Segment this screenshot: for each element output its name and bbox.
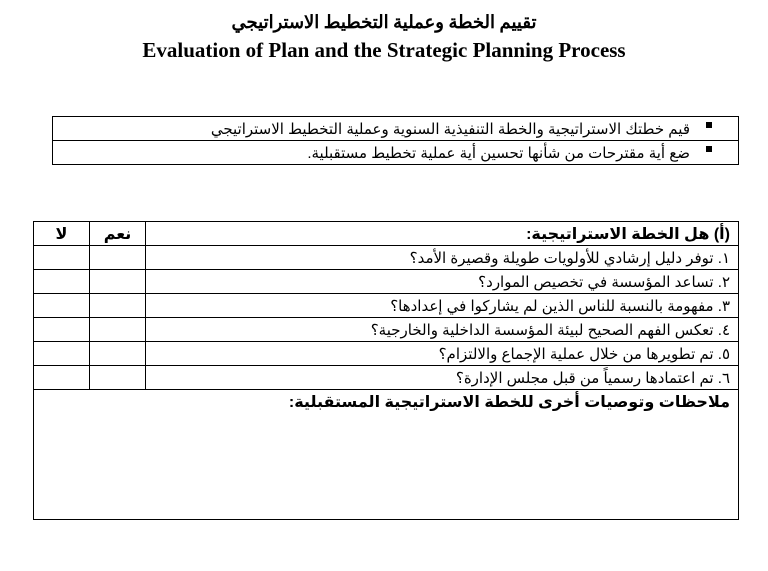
no-answer-cell[interactable] — [34, 318, 90, 342]
yes-answer-cell[interactable] — [90, 294, 146, 318]
notes-row — [34, 390, 739, 520]
evaluation-header-row — [34, 222, 739, 246]
question-row — [34, 294, 739, 318]
no-answer-cell[interactable] — [34, 294, 90, 318]
question-row — [34, 246, 739, 270]
question-row — [34, 318, 739, 342]
yes-answer-cell[interactable] — [90, 246, 146, 270]
question-text: ٤. تعكس الفهم الصحيح لبيئة المؤسسة الداخلية والخارجية؟ — [146, 318, 739, 342]
question-row — [34, 366, 739, 390]
instruction-text: قيم خطتك الاستراتيجية والخطة التنفيذية السنوية وعملية التخطيط الاستراتيجي — [210, 120, 690, 138]
no-answer-cell[interactable] — [34, 270, 90, 294]
page-title-arabic: تقييم الخطة وعملية التخطيط الاستراتيجي — [231, 12, 537, 32]
page-title-english: Evaluation of Plan and the Strategic Planning Process — [142, 38, 626, 62]
instruction-text: ضع أية مقترحات من شأنها تحسين أية عملية تخطيط مستقبلية. — [307, 144, 690, 162]
evaluation-table — [33, 221, 739, 520]
question-text: ١. توفر دليل إرشادي للأولويات طويلة وقصيرة الأمد؟ — [146, 246, 739, 270]
question-text: ٢. تساعد المؤسسة في تخصيص الموارد؟ — [146, 270, 739, 294]
no-answer-cell[interactable] — [34, 366, 90, 390]
yes-answer-cell[interactable] — [90, 270, 146, 294]
question-row — [34, 270, 739, 294]
no-column-header: لا — [34, 222, 90, 246]
question-text: ٥. تم تطويرها من خلال عملية الإجماع والالتزام؟ — [146, 342, 739, 366]
bullet-icon — [706, 146, 712, 152]
notes-area[interactable] — [34, 390, 739, 520]
no-answer-cell[interactable] — [34, 342, 90, 366]
question-row — [34, 342, 739, 366]
instruction-row — [53, 117, 739, 141]
no-answer-cell[interactable] — [34, 246, 90, 270]
yes-answer-cell[interactable] — [90, 366, 146, 390]
yes-column-header: نعم — [90, 222, 146, 246]
evaluation-heading: (أ) هل الخطة الاستراتيجية: — [146, 222, 739, 246]
bullet-icon — [706, 122, 712, 128]
question-text: ٣. مفهومة بالنسبة للناس الذين لم يشاركوا في إعدادها؟ — [146, 294, 739, 318]
yes-answer-cell[interactable] — [90, 342, 146, 366]
notes-label: ملاحظات وتوصيات أخرى للخطة الاستراتيجية المستقبلية: — [288, 394, 730, 411]
instructions-table — [52, 116, 739, 165]
yes-answer-cell[interactable] — [90, 318, 146, 342]
instruction-row — [53, 141, 739, 165]
question-text: ٦. تم اعتمادها رسمياً من قبل مجلس الإدارة؟ — [146, 366, 739, 390]
